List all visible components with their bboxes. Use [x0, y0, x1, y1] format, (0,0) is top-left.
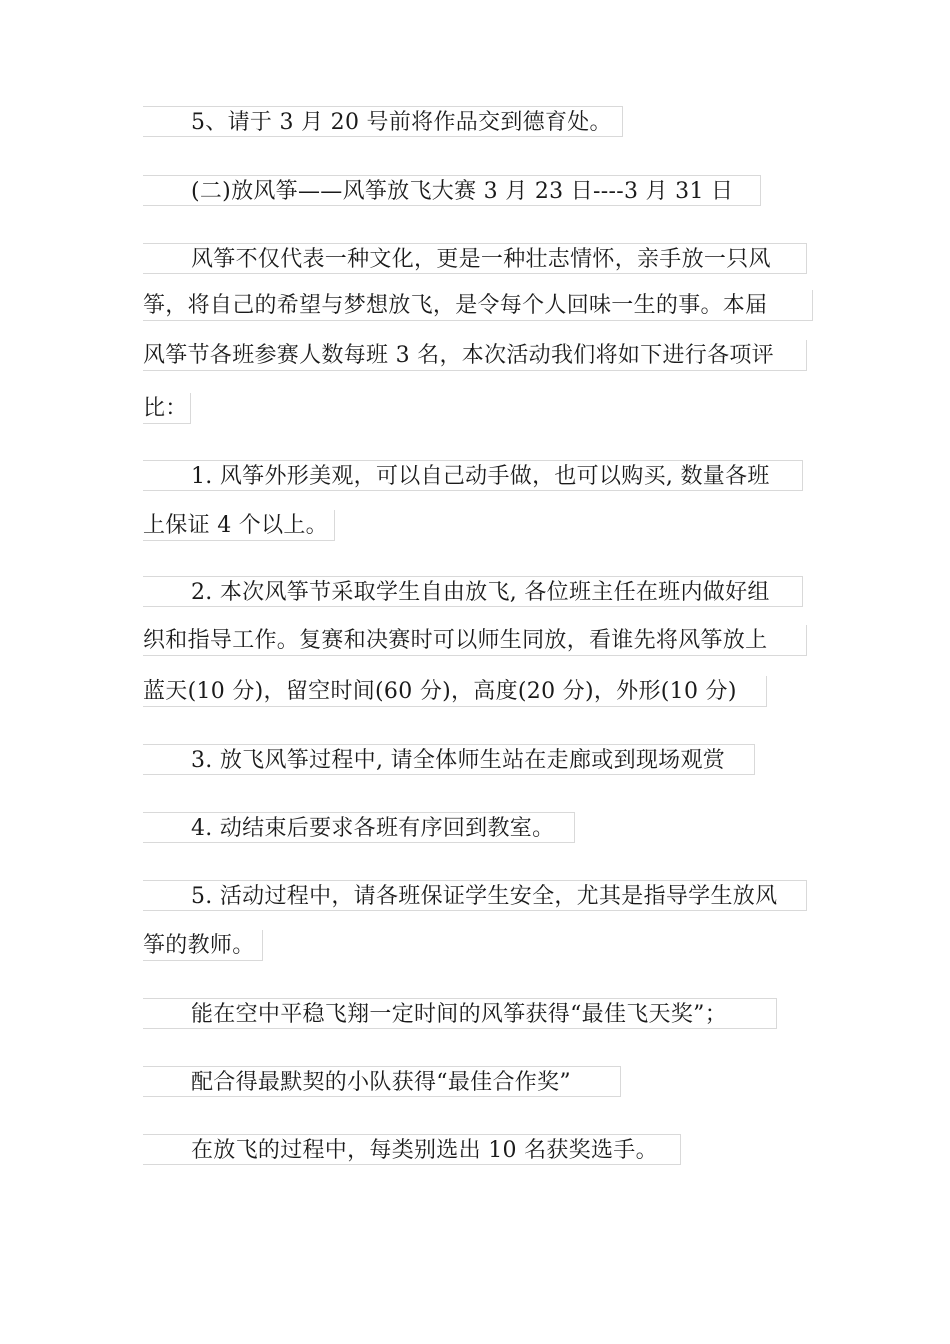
paragraph-line: 比：: [143, 393, 191, 424]
award-line: 配合得最默契的小队获得“最佳合作奖”: [143, 1066, 621, 1097]
list-item: 筝的教师。: [143, 930, 263, 961]
list-item: 上保证 4 个以上。: [143, 510, 335, 541]
list-item: 3. 放飞风筝过程中, 请全体师生站在走廊或到现场观赏: [143, 744, 755, 775]
paragraph-line: 5、请于 3 月 20 号前将作品交到德育处。: [143, 106, 623, 137]
list-item: 织和指导工作。复赛和决赛时可以师生同放，看谁先将风筝放上: [143, 625, 807, 656]
award-line: 在放飞的过程中，每类别选出 10 名获奖选手。: [143, 1134, 681, 1165]
list-item: 5. 活动过程中，请各班保证学生安全，尤其是指导学生放风: [143, 880, 807, 911]
section-heading: (二)放风筝——风筝放飞大赛 3 月 23 日----3 月 31 日: [143, 175, 761, 206]
list-item: 4. 动结束后要求各班有序回到教室。: [143, 812, 575, 843]
list-item: 蓝天(10 分)，留空时间(60 分)，高度(20 分)，外形(10 分): [143, 676, 767, 707]
list-item: 1. 风筝外形美观，可以自己动手做，也可以购买, 数量各班: [143, 460, 803, 491]
paragraph-line: 风筝不仅代表一种文化，更是一种壮志情怀，亲手放一只风: [143, 243, 807, 274]
paragraph-line: 风筝节各班参赛人数每班 3 名，本次活动我们将如下进行各项评: [143, 340, 807, 371]
award-line: 能在空中平稳飞翔一定时间的风筝获得“最佳飞天奖”；: [143, 998, 777, 1029]
paragraph-line: 筝，将自己的希望与梦想放飞，是令每个人回味一生的事。本届: [143, 290, 813, 321]
list-item: 2. 本次风筝节采取学生自由放飞, 各位班主任在班内做好组: [143, 576, 803, 607]
